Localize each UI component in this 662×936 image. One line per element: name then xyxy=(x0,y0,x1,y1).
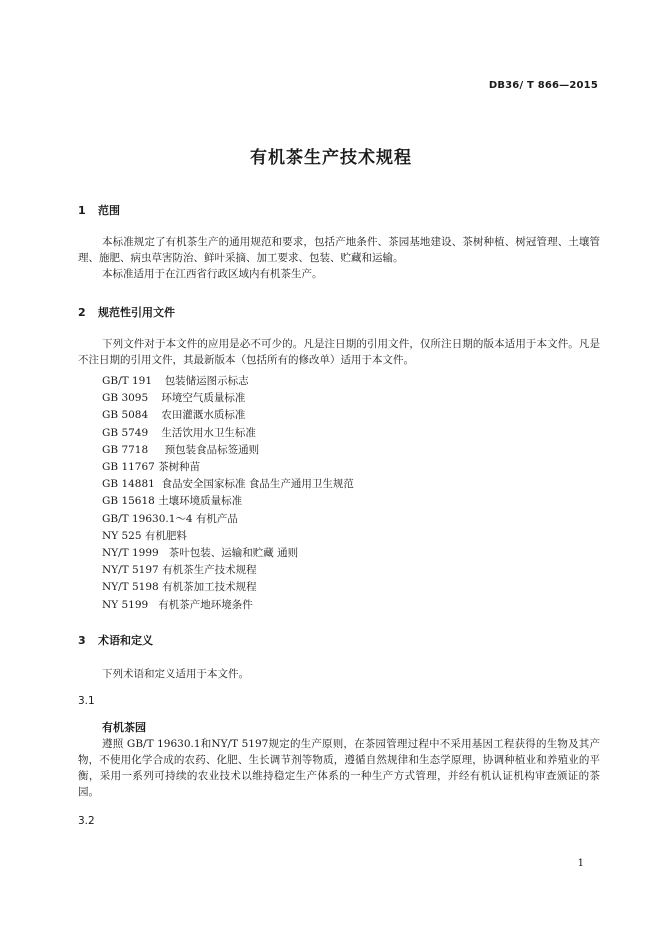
reference-code: GB/T 19630.1～4 xyxy=(102,512,193,525)
scope-paragraph-1: 本标准规定了有机茶生产的通用规范和要求，包括产地条件、茶园基地建设、茶树种植、树冠管理、土壤管理、施肥、病虫草害防治、鲜叶采摘、加工要求、包装、贮藏和运输。 xyxy=(78,236,600,264)
reference-title: 有机肥料 xyxy=(144,529,187,542)
list-item xyxy=(102,579,354,596)
reference-title: 茶叶包装、运输和贮藏 通则 xyxy=(168,547,299,560)
section-title: 范围 xyxy=(98,204,120,217)
page-title: 有机茶生产技术规程 xyxy=(250,148,412,168)
reference-code: GB/T 191 xyxy=(102,375,153,387)
references-intro: 下列文件对于本文件的应用是必不可少的。凡是注日期的引用文件，仅所注日期的版本适用于本文件。凡是不注日期的引用文件，其最新版本（包括所有的修改单）适用于本文件。 xyxy=(78,338,600,366)
page-number: 1 xyxy=(577,858,584,869)
list-item xyxy=(102,476,354,493)
term-definition: 遵照 GB/T 19630.1和NY/T 5197规定的生产原则，在茶园管理过程中不采用基因工程获得的生物及其产物，不使用化学合成的农药、化肥、生长调节剂等物质，遵循自然规律和生态学原理，协调种植业和养殖业的平衡，采用一系列可持续的农业技术以维持稳定生产体系的一种生产方式管理，并经有机认证机构审查颁证的茶园。 xyxy=(78,738,600,798)
list-item xyxy=(102,373,354,390)
section-title: 规范性引用文件 xyxy=(98,306,175,319)
reference-code: GB 7718 xyxy=(102,443,149,456)
reference-title: 有机产品 xyxy=(195,512,238,525)
reference-code: NY/T 1999 xyxy=(102,547,159,560)
reference-code: GB 15618 xyxy=(102,495,155,508)
list-item xyxy=(102,425,354,442)
section-number: 3 xyxy=(78,634,86,647)
section-heading-scope xyxy=(78,202,120,218)
list-item xyxy=(102,407,354,424)
reference-title: 包装储运图示标志 xyxy=(164,375,249,387)
section-heading-normative-references xyxy=(78,304,175,320)
reference-title: 有机茶生产技术规程 xyxy=(162,564,257,577)
reference-code: GB 3095 xyxy=(102,392,149,405)
reference-title: 食品安全国家标准 食品生产通用卫生规范 xyxy=(161,478,354,491)
section-number: 1 xyxy=(78,204,86,217)
standard-code: DB36/ T 866—2015 xyxy=(488,80,598,91)
reference-title: 土壤环境质量标准 xyxy=(158,495,243,508)
section-heading-terms-and-definitions xyxy=(78,632,153,648)
reference-code: NY 525 xyxy=(102,529,142,542)
clause-number: 3.2 xyxy=(78,815,95,827)
reference-code: GB 5084 xyxy=(102,409,149,422)
scope-paragraph-2: 本标准适用于在江西省行政区域内有机茶生产。 xyxy=(102,268,323,280)
reference-code: NY/T 5197 xyxy=(102,564,159,577)
list-item xyxy=(102,390,354,407)
list-item xyxy=(102,511,354,528)
list-item xyxy=(102,528,354,545)
list-item xyxy=(102,442,354,459)
term-name: 有机茶园 xyxy=(102,721,146,734)
clause-number: 3.1 xyxy=(78,695,95,707)
reference-list xyxy=(102,373,354,614)
reference-title: 有机茶产地环境条件 xyxy=(158,598,253,611)
reference-code: GB 11767 xyxy=(102,461,155,474)
reference-code: NY 5199 xyxy=(102,598,149,611)
section-number: 2 xyxy=(78,306,86,319)
reference-title: 预包装食品标签通则 xyxy=(164,443,260,456)
reference-code: GB 5749 xyxy=(102,426,149,439)
terms-intro: 下列术语和定义适用于本文件。 xyxy=(102,668,249,680)
list-item xyxy=(102,459,354,476)
reference-title: 生活饮用水卫生标准 xyxy=(161,426,256,439)
list-item xyxy=(102,493,354,510)
reference-code: NY/T 5198 xyxy=(102,581,159,594)
reference-title: 有机茶加工技术规程 xyxy=(162,581,257,594)
reference-title: 农田灌溉水质标准 xyxy=(161,409,246,422)
list-item xyxy=(102,562,354,579)
reference-code: GB 14881 xyxy=(102,478,155,491)
reference-title: 茶树种苗 xyxy=(158,461,201,474)
section-title: 术语和定义 xyxy=(98,634,153,647)
list-item xyxy=(102,597,354,614)
list-item xyxy=(102,545,354,562)
reference-title: 环境空气质量标准 xyxy=(161,392,246,405)
